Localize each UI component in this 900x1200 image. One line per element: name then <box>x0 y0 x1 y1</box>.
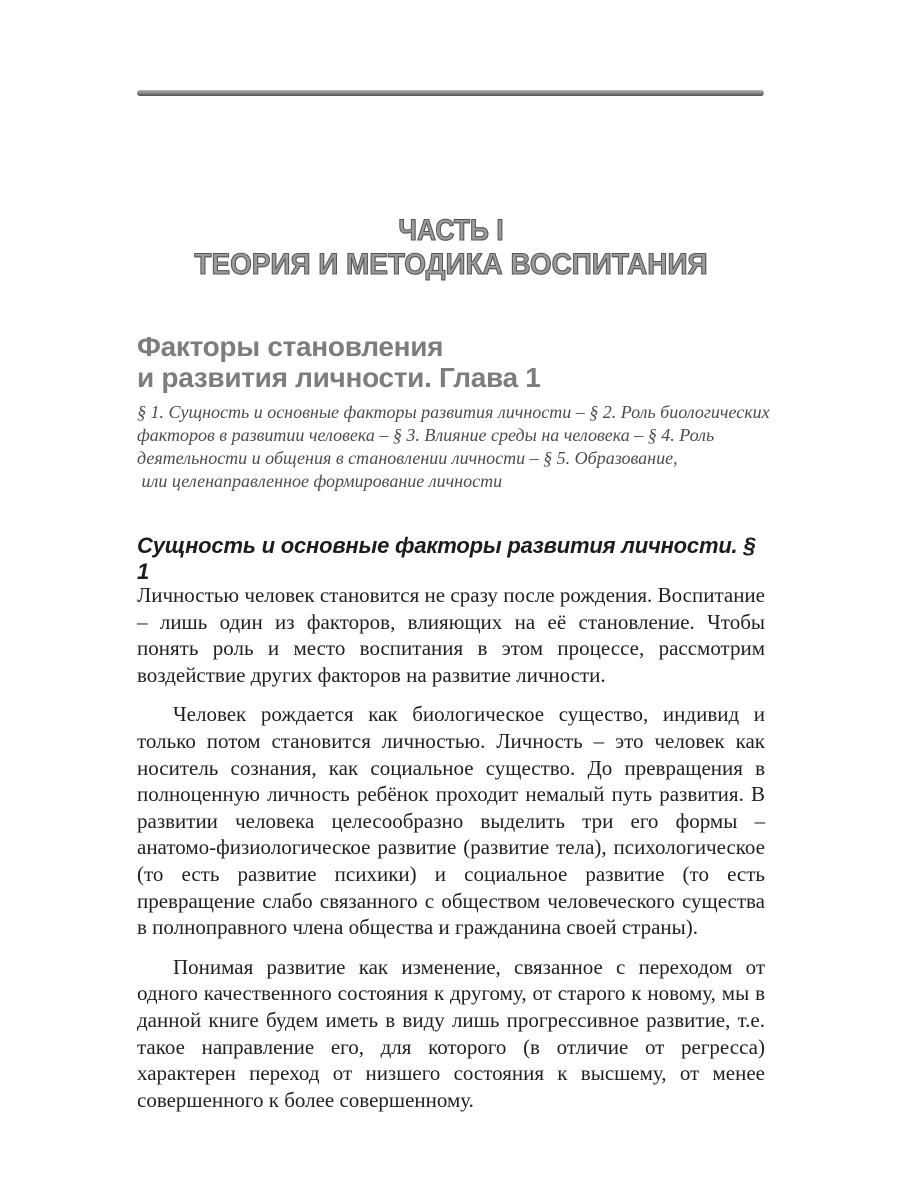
toc-line: или целенаправленное формирование личности <box>137 471 503 491</box>
part-title: ТЕОРИЯ И МЕТОДИКА ВОСПИТАНИЯ <box>194 248 708 281</box>
paragraph: Человек рождается как биологическое существо, индивид и только потом становится личностью. Личность – это человек как носитель сознания, как социальное существо. До превращения в полноценную личность ребёнок проходит немалый путь развития. В развитии человека целесообразно выделить три его формы – анатомо-физиологическое развитие (развитие тела), психологическое (то есть развитие психики) и социальное развитие (то есть превращение слабо связанного с обществом человеческого существа в полноправного члена общества и гражданина своей страны). <box>137 702 765 940</box>
toc-line: факторов в развитии человека – § 3. Влияние среды на человека – § 4. Роль <box>137 425 715 445</box>
section-heading: Сущность и основные факторы развития личности. § 1 <box>137 533 756 584</box>
chapter-contents-list <box>137 401 777 493</box>
chapter-title-line1: Факторы становления <box>137 331 444 362</box>
toc-line: деятельности и общения в становлении личности – § 5. Образование, <box>137 448 678 468</box>
body-text <box>137 582 765 1126</box>
part-label: ЧАСТЬ I <box>398 214 504 247</box>
part-heading <box>137 214 765 282</box>
chapter-title-line2: и развития личности. Глава 1 <box>137 362 541 393</box>
paragraph: Понимая развитие как изменение, связанное с переходом от одного качественного состояния к другому, от старого к новому, мы в данной книге будем иметь в виду лишь прогрессивное развитие, т.е. такое направление его, для которого (в отличие от регресса) характерен переход от низшего состояния к высшему, от менее совершенного к более совершенному. <box>137 954 765 1112</box>
paragraph: Личностью человек становится не сразу после рождения. Воспитание – лишь один из факторов, влияющих на её становление. Чтобы понять роль и место воспитания в этом процессе, рассмотрим воздействие других факторов на развитие личности. <box>137 583 765 687</box>
chapter-title <box>137 331 765 393</box>
top-horizontal-rule <box>137 90 764 96</box>
toc-line: § 1. Сущность и основные факторы развития личности – § 2. Роль биологических <box>137 402 770 422</box>
